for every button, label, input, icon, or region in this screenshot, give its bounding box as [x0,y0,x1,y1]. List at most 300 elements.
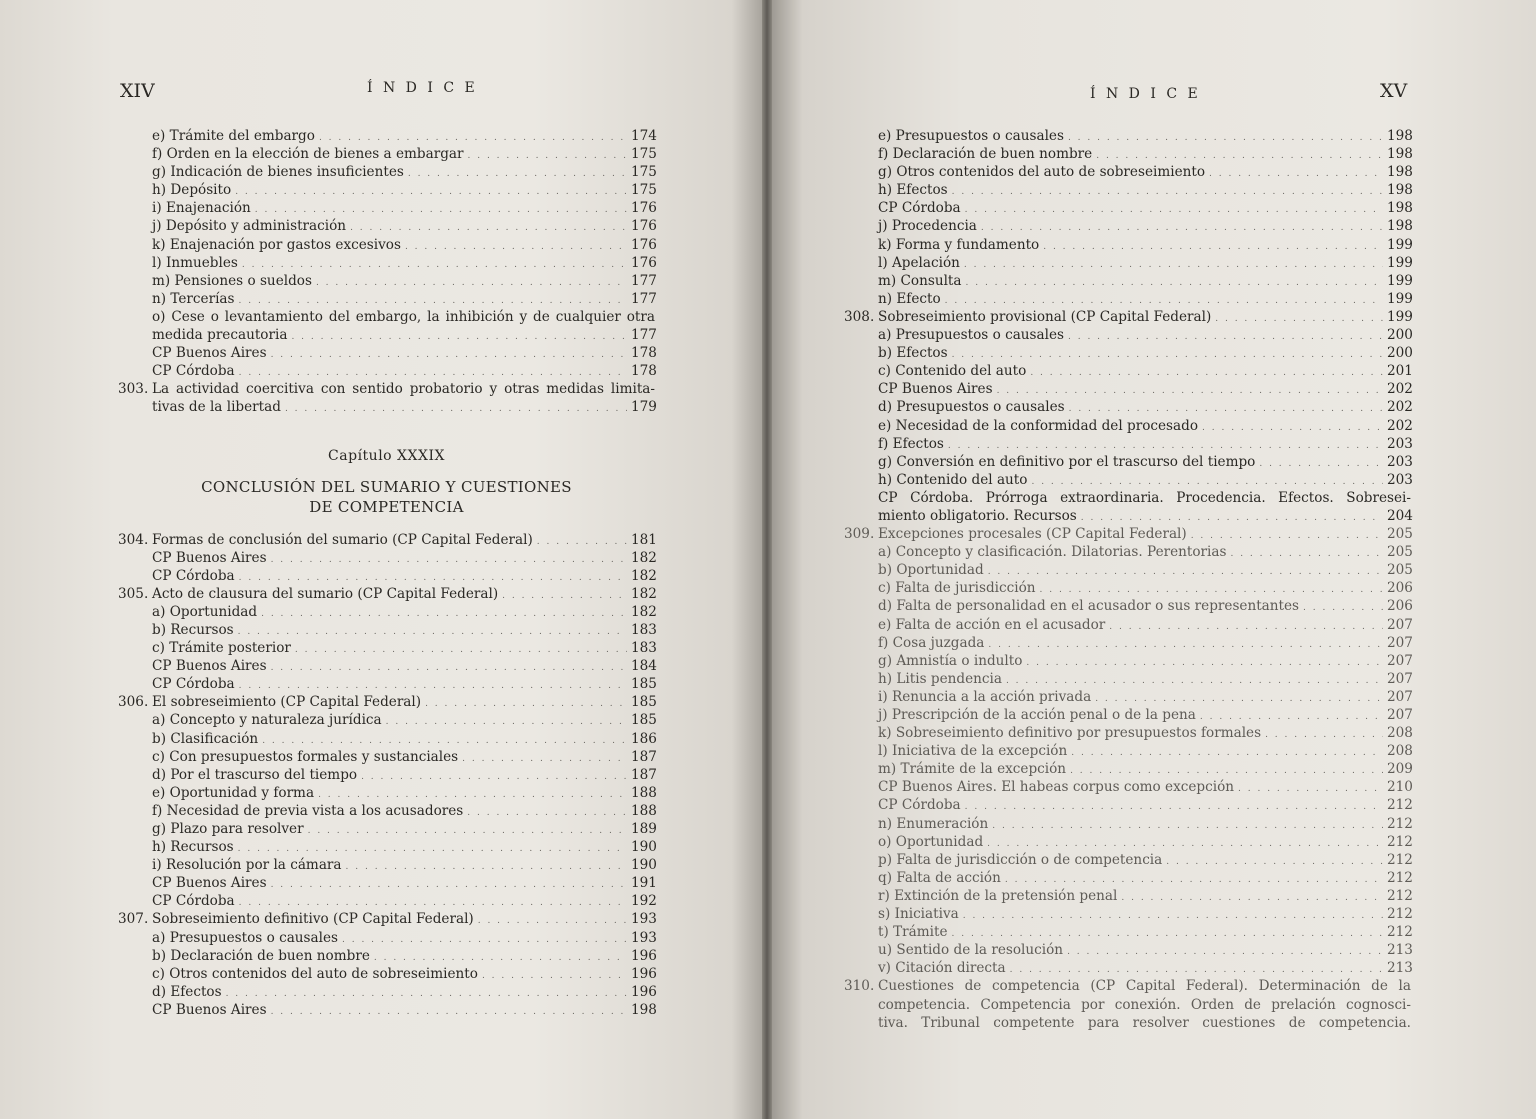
entry-label: CP Córdoba. Prórroga extraordinaria. Procedencia. Efectos. Sobresei- [878,489,1411,506]
toc-entry [118,965,655,983]
leader-dots [482,967,627,985]
toc-entry [118,199,655,217]
entry-label: t) Trámite [878,924,948,941]
entry-page: 187 [631,766,657,783]
entry-label: Sobreseimiento definitivo (CP Capital Federal) [152,911,474,928]
running-head: Í N D I C E [1090,86,1201,102]
toc-entry [844,851,1411,869]
leader-dots [988,563,1383,581]
entry-label: e) Presupuestos o causales [878,128,1064,144]
toc-entry [118,254,655,272]
entry-page: 174 [631,128,657,144]
entry-label: f) Orden en la elección de bienes a embargar [152,146,464,163]
entry-label: CP Buenos Aires [152,549,267,566]
entry-page: 198 [631,1001,657,1018]
entry-label: h) Litis pendencia [878,670,1002,687]
leader-dots [966,274,1383,292]
entry-page: 202 [1387,399,1413,416]
toc-entry [844,579,1411,597]
leader-dots [1238,780,1383,798]
page-number: XIV [120,80,155,102]
toc-entry [844,724,1411,742]
entry-label: El sobreseimiento (CP Capital Federal) [152,694,422,711]
toc-entry [844,471,1411,489]
entry-number: 307. [118,911,149,928]
toc-entry [844,398,1411,416]
leader-dots [1030,364,1383,382]
entry-label: n) Tercerías [152,290,235,307]
leader-dots [271,659,627,677]
entry-page: 207 [1387,688,1413,705]
leader-dots [963,907,1383,925]
entry-label: d) Presupuestos o causales [878,399,1065,416]
leader-dots [361,768,627,786]
leader-dots [346,858,627,876]
entry-label: j) Prescripción de la acción penal o de la pena [878,707,1196,723]
entry-label: Excepciones procesales (CP Capital Federal) [878,526,1187,543]
toc-entry [118,567,655,585]
entry-label: e) Trámite del embargo [152,128,315,144]
entry-label: o) Cese o levantamiento del embargo, la inhibición y de cualquier otra [152,308,655,325]
leader-dots [295,641,627,659]
entry-label: g) Otros contenidos del auto de sobreseimiento [878,164,1206,181]
book-gutter [762,0,772,1119]
leader-dots [964,256,1383,274]
entry-page: 208 [1387,743,1413,760]
leader-dots [1109,618,1383,636]
entry-label: a) Presupuestos o causales [878,327,1064,344]
toc-entry [844,887,1411,905]
leader-dots [502,587,627,605]
toc-entry [118,290,655,308]
leader-dots [1209,165,1383,183]
entry-label: f) Declaración de buen nombre [878,146,1093,163]
leader-dots [386,713,627,731]
entry-label: f) Cosa juzgada [878,634,985,651]
leader-dots [1068,129,1383,147]
toc-entry [118,621,655,639]
entry-page: 207 [1387,652,1413,669]
entry-label: tiva. Tribunal competente para resolver cuestiones de competencia. [878,1014,1411,1031]
entry-label: r) Extinción de la pretensión penal [878,887,1118,904]
entry-label: e) Oportunidad y forma [152,784,315,801]
toc-entry [844,959,1411,977]
entry-label: Cuestiones de competencia (CP Capital Federal). Determinación de la [878,978,1411,995]
toc-entry [844,561,1411,579]
toc-entry [118,675,655,693]
toc-entry [118,929,655,947]
toc-entry [844,543,1411,561]
entry-page: 209 [1387,761,1413,778]
entry-page: 212 [1387,833,1413,850]
toc-entry [844,634,1411,652]
entry-page: 205 [1387,526,1413,543]
leader-dots [965,201,1383,219]
entry-page: 187 [631,748,657,765]
entry-page: 182 [631,603,657,620]
entry-label: j) Depósito y administración [152,218,347,235]
leader-dots [462,750,627,768]
entry-label: Acto de clausura del sumario (CP Capital Federal) [152,585,499,602]
entry-label: CP Córdoba [152,363,235,380]
entry-page: 178 [631,363,657,380]
entry-label: miento obligatorio. Recursos [878,507,1077,524]
entry-label: h) Recursos [152,839,234,856]
toc-entry [118,549,655,567]
entry-page: 203 [1387,471,1413,488]
entry-label: medida precautoria [152,327,288,344]
leader-dots [291,328,627,346]
entry-label: d) Por el trascurso del tiempo [152,766,358,783]
entry-page: 184 [631,658,657,675]
entry-page: 212 [1387,869,1413,886]
entry-label: tivas de la libertad [152,399,281,416]
entry-label: competencia. Competencia por conexión. Orden de prelación cognosci- [878,996,1411,1013]
entry-page: 205 [1387,544,1413,561]
toc-entry [844,760,1411,778]
entry-page: 182 [631,549,657,566]
toc-entry [844,254,1411,272]
entry-label: k) Sobreseimiento definitivo por presupuestos formales [878,725,1262,742]
entry-label: a) Oportunidad [152,603,258,620]
entry-page: 177 [631,290,657,307]
entry-label: c) Falta de jurisdicción [878,580,1036,597]
leader-dots [271,876,627,894]
entry-label: o) Oportunidad [878,833,984,850]
entry-page: 213 [1387,960,1413,977]
entry-page: 188 [631,802,657,819]
toc-entry [844,217,1411,235]
toc-left [118,127,655,1019]
entry-page: 175 [631,182,657,199]
entry-label: CP Buenos Aires [152,658,267,675]
entry-page: 196 [631,983,657,1000]
entry-page: 178 [631,345,657,362]
entry-label: q) Falta de acción [878,869,1001,886]
leader-dots [271,551,627,569]
toc-entry [844,326,1411,344]
entry-label: CP Córdoba [878,200,961,217]
entry-page: 190 [631,857,657,874]
leader-dots [271,1003,627,1021]
leader-dots [1068,328,1383,346]
entry-label: k) Enajenación por gastos excesivos [152,236,401,253]
entry-label: a) Concepto y naturaleza jurídica [152,712,382,729]
entry-label: f) Necesidad de previa vista a los acusadores [152,802,464,819]
entry-label: m) Consulta [878,272,962,289]
entry-number: 309. [844,526,875,543]
entry-label: b) Efectos [878,345,948,362]
toc-right [844,127,1411,1032]
entry-page: 212 [1387,851,1413,868]
entry-page: 182 [631,585,657,602]
toc-entry [844,778,1411,796]
entry-label: n) Efecto [878,290,941,307]
toc-entry [844,706,1411,724]
toc-entry [844,145,1411,163]
entry-label: CP Córdoba [152,567,235,584]
entry-number: 305. [118,585,149,602]
toc-entry [118,308,655,344]
toc-entry [118,693,655,711]
leader-dots [316,274,627,292]
leader-dots [1259,455,1383,473]
entry-page: 196 [631,965,657,982]
entry-label: b) Recursos [152,621,234,638]
leader-dots [1071,744,1383,762]
leader-dots [1265,726,1383,744]
toc-entry [118,145,655,163]
toc-entry [844,272,1411,290]
entry-label: v) Citación directa [878,960,1006,977]
entry-label: p) Falta de jurisdicción o de competencia [878,851,1163,868]
leader-dots [478,912,627,930]
entry-page: 181 [631,531,657,548]
entry-list [844,127,1411,489]
entry-label: e) Necesidad de la conformidad del procesado [878,417,1199,434]
entry-page: 193 [631,929,657,946]
entry-number: 306. [118,694,149,711]
leader-dots [1202,419,1383,437]
toc-entry [844,181,1411,199]
toc-entry [844,869,1411,887]
left-page [0,0,762,1119]
entry-label: e) Falta de acción en el acusador [878,616,1106,633]
leader-dots [988,636,1383,654]
leader-dots [308,822,627,840]
toc-entry [844,905,1411,923]
leader-dots [1026,654,1383,672]
entry-label: a) Presupuestos o causales [152,929,338,946]
entry-label: u) Sentido de la resolución [878,942,1064,959]
entry-page: 198 [1387,218,1413,235]
entry-page: 191 [631,875,657,892]
entry-list [118,127,655,308]
entry-number: 308. [844,308,875,325]
toc-entry [844,453,1411,471]
leader-dots [1067,943,1383,961]
toc-entry [118,820,655,838]
leader-dots [537,533,627,551]
entry-page: 176 [631,236,657,253]
toc-entry [118,711,655,729]
entry-label: d) Efectos [152,983,222,1000]
toc-entry [844,236,1411,254]
toc-entry [118,272,655,290]
toc-entry [844,362,1411,380]
entry-page: 176 [631,218,657,235]
entry-page: 199 [1387,254,1413,271]
toc-entry [844,435,1411,453]
entry-label: g) Amnistía o indulto [878,652,1023,669]
entry-page: 186 [631,730,657,747]
entry-number: 304. [118,531,149,548]
leader-dots [467,804,627,822]
toc-entry [118,344,655,362]
entry-page: 199 [1387,272,1413,289]
entry-label: j) Procedencia [878,218,977,235]
toc-entry [844,199,1411,217]
entry-label: La actividad coercitiva con sentido probatorio y otras medidas limita- [152,381,655,398]
entry-page: 179 [631,399,657,416]
entry-page: 204 [1387,507,1413,524]
entry-label: CP Buenos Aires [878,381,993,398]
entry-page: 212 [1387,906,1413,923]
entry-label: d) Falta de personalidad en el acusador o sus representantes [878,598,1300,615]
entry-label: i) Enajenación [152,200,251,217]
leader-dots [981,219,1383,237]
leader-dots [1121,889,1383,907]
entry-page: 206 [1387,598,1413,615]
entry-page: 207 [1387,670,1413,687]
entry-label: b) Oportunidad [878,562,984,579]
entry-label: CP Buenos Aires [152,345,267,362]
entry-label: Sobreseimiento provisional (CP Capital Federal) [878,308,1212,325]
entry-page: 188 [631,784,657,801]
chapter-label: Capítulo XXXIX [328,447,445,464]
toc-entry [844,163,1411,181]
leader-dots [285,400,627,418]
toc-entry [118,657,655,675]
entry-page: 185 [631,676,657,693]
entry-page: 206 [1387,580,1413,597]
leader-dots [271,346,627,364]
entry-label: k) Forma y fundamento [878,236,1040,253]
entry-page: 176 [631,254,657,271]
entry-page: 198 [1387,128,1413,144]
entry-page: 199 [1387,236,1413,253]
entry-label: h) Depósito [152,182,232,199]
toc-entry [118,181,655,199]
entry-page: 212 [1387,815,1413,832]
leader-dots [468,147,627,165]
toc-entry [118,892,655,910]
toc-entry [118,766,655,784]
toc-entry [118,784,655,802]
entry-label: Formas de conclusión del sumario (CP Capital Federal) [152,531,533,548]
leader-dots [408,165,627,183]
leader-dots [1303,599,1383,617]
entry-page: 212 [1387,924,1413,941]
toc-entry [118,838,655,856]
entry-label: CP Buenos Aires [152,875,267,892]
entry-label: i) Resolución por la cámara [152,857,342,874]
leader-dots [1230,545,1383,563]
entry-label: c) Contenido del auto [878,363,1027,380]
entry-label: f) Efectos [878,435,944,452]
entry-label: l) Inmuebles [152,254,238,271]
entry-page: 199 [1387,290,1413,307]
entry-label: s) Iniciativa [878,906,959,923]
entry-page: 175 [631,164,657,181]
entry-page: 207 [1387,707,1413,723]
leader-dots [992,817,1383,835]
toc-entry [844,833,1411,851]
leader-dots [1166,853,1383,871]
entry-page: 207 [1387,616,1413,633]
entry-label: g) Indicación de bienes insuficientes [152,164,404,181]
entry-page: 177 [631,272,657,289]
leader-dots [261,605,627,623]
leader-dots [235,183,627,201]
entry-page: 175 [631,146,657,163]
entry-label: h) Contenido del auto [878,471,1028,488]
entry-number: 303. [118,381,149,398]
entry-page: 207 [1387,634,1413,651]
entry-label: m) Trámite de la excepción [878,761,1067,778]
toc-entry [844,127,1411,145]
entry-label: l) Apelación [878,254,960,271]
entry-list [844,525,1411,977]
entry-page: 192 [631,893,657,910]
entry-page: 199 [1387,308,1413,325]
entry-page: 203 [1387,453,1413,470]
entry-page: 212 [1387,797,1413,814]
toc-entry [844,489,1411,525]
entry-label: a) Concepto y clasificación. Dilatorias. Perentorias [878,544,1227,561]
toc-entry [844,688,1411,706]
entry-page: 185 [631,712,657,729]
entry-list [118,344,655,380]
entry-label: b) Declaración de buen nombre [152,947,370,964]
entry-page: 201 [1387,363,1413,380]
toc-entry [844,923,1411,941]
toc-entry [118,947,655,965]
toc-entry [844,417,1411,435]
entry-label: i) Renuncia a la acción privada [878,688,1092,705]
entry-page: 182 [631,567,657,584]
entry-list [118,531,655,1020]
toc-entry [118,856,655,874]
entry-label: b) Clasificación [152,730,259,747]
entry-page: 202 [1387,417,1413,434]
entry-page: 202 [1387,381,1413,398]
chapter-title [118,477,655,517]
toc-entry [118,380,655,416]
entry-page: 212 [1387,887,1413,904]
entry-page: 198 [1387,200,1413,217]
leader-dots [342,931,627,949]
entry-label: c) Trámite posterior [152,640,291,657]
entry-page: 213 [1387,942,1413,959]
toc-entry [844,616,1411,634]
toc-entry [844,977,1411,1031]
toc-entry [118,603,655,621]
entry-label: CP Córdoba [152,893,235,910]
entry-page: 177 [631,327,657,344]
toc-entry [844,670,1411,688]
entry-page: 200 [1387,327,1413,344]
entry-page: 189 [631,821,657,837]
leader-dots [965,798,1383,816]
entry-label: h) Efectos [878,182,948,199]
right-page [772,0,1536,1119]
entry-page: 190 [631,839,657,856]
running-head: Í N D I C E [367,80,478,96]
entry-label: n) Enumeración [878,815,989,832]
toc-entry [118,874,655,892]
entry-label: CP Buenos Aires. El habeas corpus como excepción [878,779,1235,796]
entry-page: 198 [1387,146,1413,163]
toc-entry [118,730,655,748]
entry-page: 196 [631,947,657,964]
entry-page: 198 [1387,182,1413,199]
toc-entry [118,217,655,235]
entry-page: 185 [631,694,657,711]
leader-dots [405,238,627,256]
toc-entry [118,127,655,145]
toc-entry [844,308,1411,326]
